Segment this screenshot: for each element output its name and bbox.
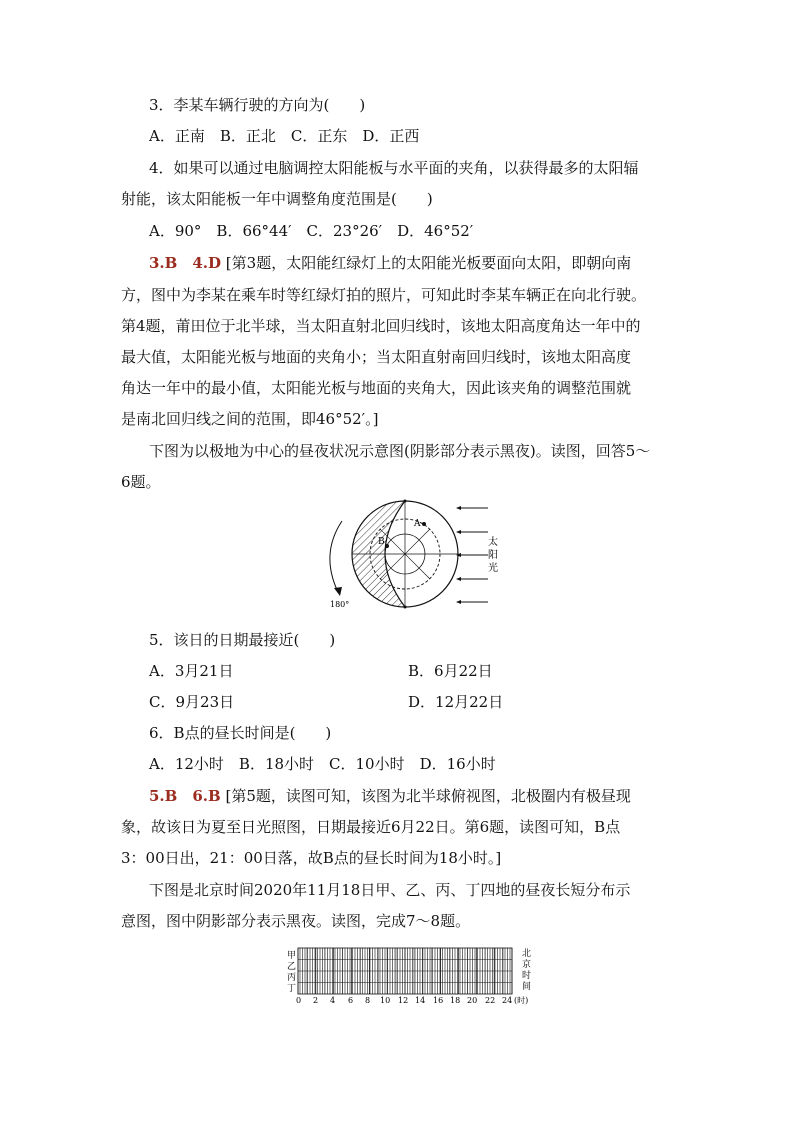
- q5-option-b: B．6月22日: [408, 662, 493, 680]
- tick-2: 2: [313, 996, 319, 1005]
- tick-labels: [296, 995, 528, 1005]
- tick-22: 22: [485, 996, 496, 1005]
- q3-stem: 3．李某车辆行驶的方向为( ): [149, 96, 366, 114]
- row-label-bing: 丙: [287, 973, 297, 983]
- intro-5-6-line1: 下图为以极地为中心的昼夜状况示意图(阴影部分表示黑夜)。读图，回答5～: [149, 442, 651, 460]
- tick-10: 10: [380, 996, 391, 1005]
- chart-grid: [298, 948, 512, 994]
- tick-24: 24: [502, 996, 513, 1005]
- tick-14: 14: [415, 996, 426, 1005]
- side-label-char-1: 北: [522, 949, 532, 959]
- intro-7-8-line2: 意图，图中阴影部分表示黑夜。读图，完成7～8题。: [121, 912, 471, 930]
- point-b: [385, 544, 389, 548]
- tick-0: 0: [296, 996, 302, 1005]
- explanation-3-4-line4: 最大值，太阳能光板与地面的夹角小；当太阳直射南回归线时，该地太阳高度: [121, 348, 632, 366]
- intro-7-8-line1: 下图是北京时间2020年11月18日甲、乙、丙、丁四地的昼夜长短分布示: [149, 881, 631, 899]
- tick-8: 8: [365, 996, 371, 1005]
- side-label-char-2: 京: [522, 960, 532, 970]
- tick-12: 12: [398, 996, 409, 1005]
- q5-option-c: C．9月23日: [149, 693, 235, 711]
- q5-option-a: A．3月21日: [149, 662, 234, 680]
- label-a: A: [414, 519, 421, 529]
- explanation-5-6-line1: [149, 786, 631, 806]
- answer-key-3-4: 3.B 4.D: [149, 254, 222, 272]
- polar-day-night-diagram: [310, 496, 510, 616]
- point-a: [422, 522, 426, 526]
- sunlight-label-3: 光: [488, 563, 498, 574]
- tick-4: 4: [330, 996, 336, 1005]
- q4-stem-line1: 4．如果可以通过电脑调控太阳能板与水平面的夹角，以获得最多的太阳辐: [149, 159, 639, 177]
- tick-16: 16: [433, 996, 444, 1005]
- q4-stem-line2: 射能，该太阳能板一年中调整角度范围是( ): [121, 190, 433, 208]
- label-180: 180°: [330, 600, 350, 609]
- sunlight-arrowheads: [456, 506, 461, 604]
- explanation-3-4-line2: 方，图中为李某在乘车时等红绿灯拍的照片，可知此时李某车辆正在向北行驶。: [121, 286, 647, 304]
- side-label-beijing-time: [522, 947, 531, 992]
- explanation-3-4-line6: 是南北回归线之间的范围，即46°52′。]: [121, 410, 379, 428]
- pole-dot-top: [404, 500, 407, 503]
- intro-5-6-line2: 6题。: [121, 473, 161, 491]
- row-labels: [287, 950, 296, 994]
- side-label-char-4: 间: [522, 982, 532, 992]
- tick-unit: (时): [514, 996, 529, 1005]
- tick-20: 20: [467, 996, 478, 1005]
- row-label-jia: 甲: [287, 951, 297, 961]
- rotation-arrow-head: [334, 587, 342, 596]
- label-b: B: [378, 537, 385, 547]
- tick-6: 6: [348, 996, 354, 1005]
- explanation-3-4-text: [第3题，太阳能红绿灯上的太阳能光板要面向太阳，即朝向南: [225, 254, 632, 272]
- tick-18: 18: [450, 996, 461, 1005]
- q5-stem: 5．该日的日期最接近( ): [149, 631, 336, 649]
- day-night-length-chart: [282, 942, 542, 1012]
- sunlight-label-1: 太: [488, 537, 498, 548]
- row-label-ding: 丁: [287, 984, 297, 994]
- explanation-3-4-line1: [149, 253, 631, 273]
- q4-options: A．90° B．66°44′ C．23°26′ D．46°52′: [149, 222, 474, 240]
- explanation-3-4-line5: 角达一年中的最小值，太阳能光板与地面的夹角大，因此该夹角的调整范围就: [121, 379, 632, 397]
- explanation-5-6-line2: 象，故该日为夏至日光照图，日期最接近6月22日。第6题，读图可知，B点: [121, 818, 621, 836]
- explanation-5-6-text: [第5题，读图可知，该图为北半球俯视图，北极圈内有极昼现: [225, 787, 631, 805]
- q3-options: A．正南 B．正北 C．正东 D．正西: [149, 127, 420, 145]
- q6-options: A．12小时 B．18小时 C．10小时 D．16小时: [149, 755, 496, 773]
- side-label-char-3: 时: [522, 971, 532, 981]
- sunlight-arrows: [458, 508, 488, 602]
- explanation-3-4-line3: 第4题，莆田位于北半球，当太阳直射北回归线时，该地太阳高度角达一年中的: [121, 317, 641, 335]
- sunlight-label-2: 阳: [488, 550, 498, 561]
- row-label-yi: 乙: [287, 962, 297, 972]
- q5-option-d: D．12月22日: [408, 693, 504, 711]
- q6-stem: 6．B点的昼长时间是( ): [149, 724, 332, 742]
- rotation-direction-arrow: [330, 521, 342, 592]
- pole-dot-bottom: [404, 606, 407, 609]
- answer-key-5-6: 5.B 6.B: [149, 787, 221, 805]
- explanation-5-6-line3: 3：00日出，21：00日落，故B点的昼长时间为18小时。]: [121, 849, 502, 867]
